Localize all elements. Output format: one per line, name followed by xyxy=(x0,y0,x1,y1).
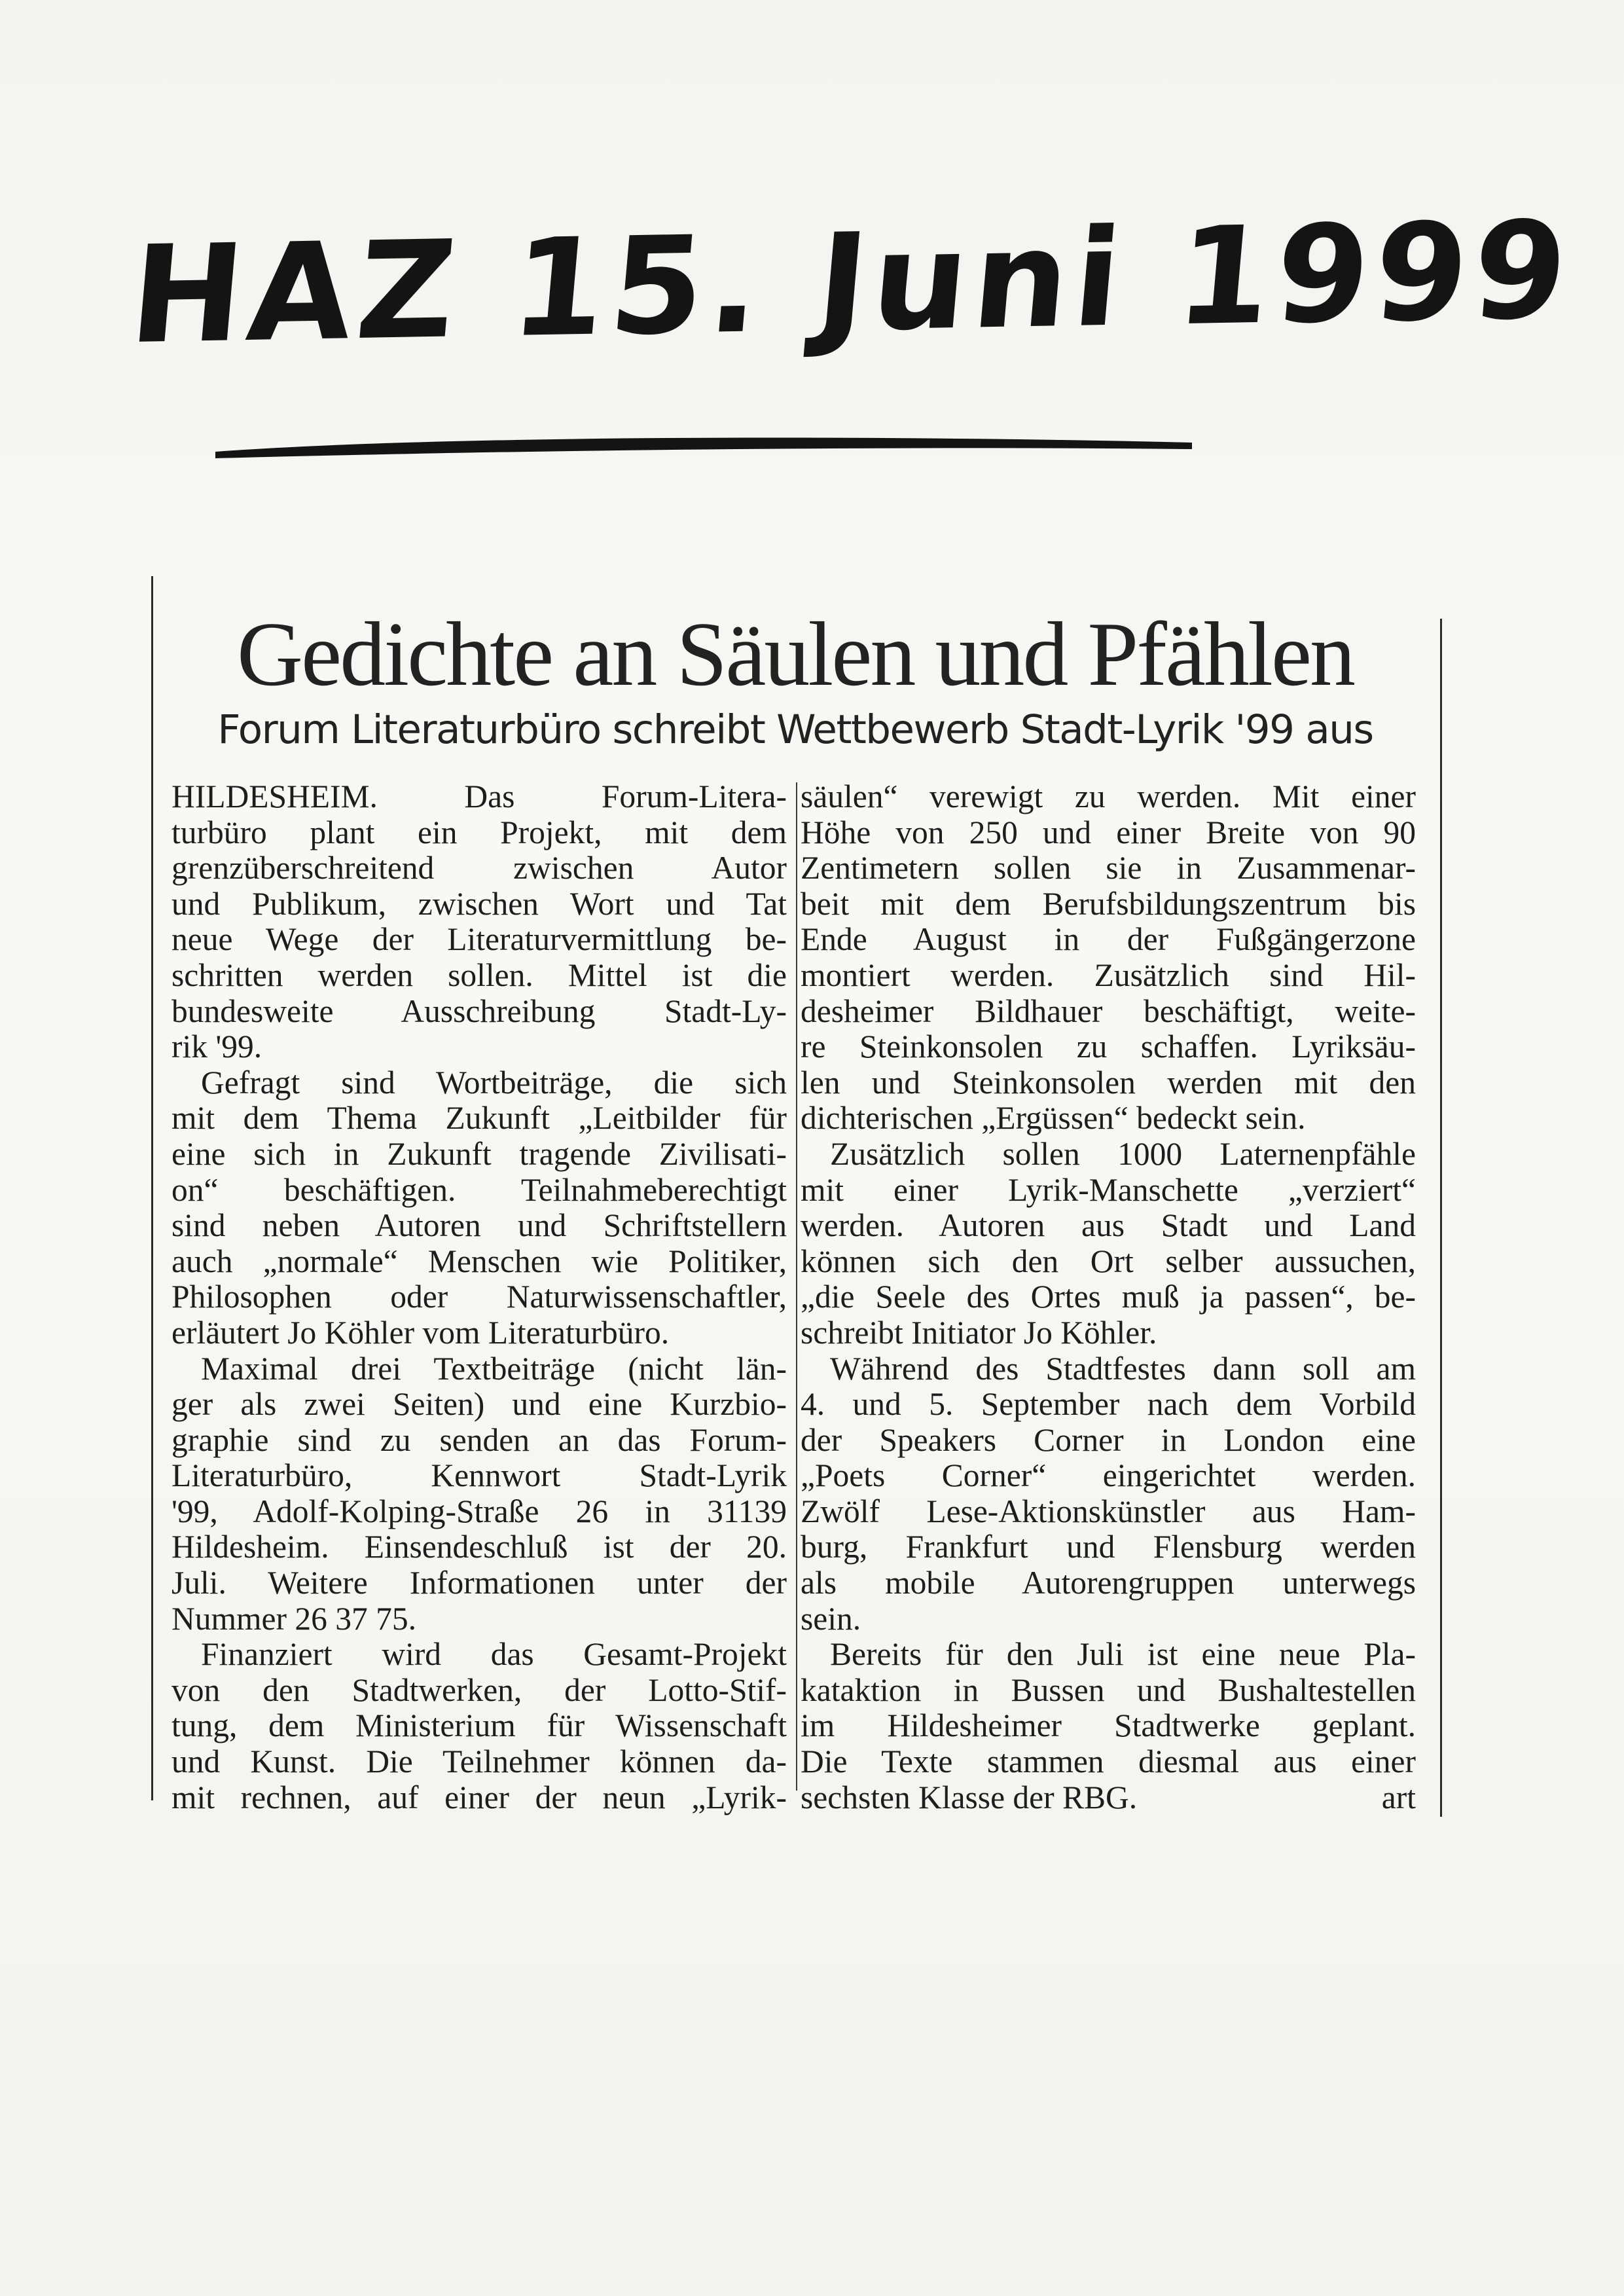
article-column-left xyxy=(171,779,787,1815)
text-line: Zwölf Lese-Aktionskünstler aus Ham- xyxy=(801,1493,1416,1529)
text-line: Maximal drei Textbeiträge (nicht län- xyxy=(201,1350,787,1387)
text-line: 4. und 5. September nach dem Vorbild xyxy=(801,1386,1416,1423)
text-line: len und Steinkonsolen werden mit den xyxy=(801,1064,1416,1101)
text-line: Hildesheim. Einsendeschluß ist der 20. xyxy=(171,1529,787,1565)
text-line: sein. xyxy=(801,1600,861,1637)
text-line: und Kunst. Die Teilnehmer können da- xyxy=(171,1743,787,1780)
text-line: neue Wege der Literaturvermittlung be- xyxy=(171,921,787,958)
text-line: Finanziert wird das Gesamt-Projekt xyxy=(201,1636,787,1673)
text-line: mit einer Lyrik-Manschette „verziert“ xyxy=(801,1171,1416,1208)
text-line: von den Stadtwerken, der Lotto-Stif- xyxy=(171,1671,787,1708)
text-line: als mobile Autorengruppen unterwegs xyxy=(801,1565,1416,1601)
text-line: „die Seele des Ortes muß ja passen“, be- xyxy=(801,1279,1416,1315)
text-line: der Speakers Corner in London eine xyxy=(801,1421,1416,1458)
text-line: werden. Autoren aus Stadt und Land xyxy=(801,1207,1416,1244)
text-line: Höhe von 250 und einer Breite von 90 xyxy=(801,814,1416,850)
author-tag: art xyxy=(1381,1779,1416,1815)
article-column-right xyxy=(801,779,1416,1815)
text-line: Ende August in der Fußgängerzone xyxy=(801,921,1416,958)
final-sentence: sechsten Klasse der RBG. xyxy=(801,1779,1138,1815)
text-line: schritten werden sollen. Mittel ist die xyxy=(171,957,787,993)
text-line: und Publikum, zwischen Wort und Tat xyxy=(171,885,787,922)
article-subheadline: Forum Literaturbüro schreibt Wettbewerb Stadt-Lyrik '99 aus xyxy=(217,706,1373,753)
text-line: Philosophen oder Naturwissenschaftler, xyxy=(171,1279,787,1315)
text-line: kataktion in Bussen und Bushaltestellen xyxy=(801,1671,1416,1708)
column-divider xyxy=(796,782,797,1791)
text-line: auch „normale“ Menschen wie Politiker, xyxy=(171,1243,787,1279)
handwritten-underline xyxy=(213,432,1195,461)
text-line: mit dem Thema Zukunft „Leitbilder für xyxy=(171,1100,787,1137)
text-line: „Poets Corner“ eingerichtet werden. xyxy=(801,1457,1416,1494)
text-line: Juli. Weitere Informationen unter der xyxy=(171,1565,787,1601)
closing-line xyxy=(801,1780,1416,1816)
text-line: säulen“ verewigt zu werden. Mit einer xyxy=(801,778,1416,814)
text-line: eine sich in Zukunft tragende Zivilisati- xyxy=(171,1135,787,1172)
text-line: rik '99. xyxy=(171,1029,262,1065)
text-line: re Steinkonsolen zu schaffen. Lyriksäu- xyxy=(801,1029,1416,1065)
text-line: sind neben Autoren und Schriftstellern xyxy=(171,1207,787,1244)
text-line: Nummer 26 37 75. xyxy=(171,1600,416,1637)
text-line: tung, dem Ministerium für Wissenschaft xyxy=(171,1707,787,1744)
article-border-right xyxy=(1440,619,1442,1817)
text-line: im Hildesheimer Stadtwerke geplant. xyxy=(801,1707,1416,1744)
text-line: turbüro plant ein Projekt, mit dem xyxy=(171,814,787,850)
text-line: bundesweite Ausschreibung Stadt-Ly- xyxy=(171,993,787,1029)
text-line: Literaturbüro, Kennwort Stadt-Lyrik xyxy=(171,1457,787,1494)
text-line: dichterischen „Ergüssen“ bedeckt sein. xyxy=(801,1100,1306,1137)
handwritten-date-note: HAZ 15. Juni 1999 xyxy=(124,192,1579,374)
text-line: Zusätzlich sollen 1000 Laternenpfähle xyxy=(830,1135,1416,1172)
text-line: schreibt Initiator Jo Köhler. xyxy=(801,1314,1157,1351)
text-line: Bereits für den Juli ist eine neue Pla- xyxy=(830,1636,1416,1673)
text-line: Gefragt sind Wortbeiträge, die sich xyxy=(201,1064,787,1101)
text-line: mit rechnen, auf einer der neun „Lyrik- xyxy=(171,1779,787,1815)
text-line: graphie sind zu senden an das Forum- xyxy=(171,1421,787,1458)
article-headline: Gedichte an Säulen und Pfählen xyxy=(236,604,1354,705)
text-line: erläutert Jo Köhler vom Literaturbüro. xyxy=(171,1314,670,1351)
article-border-left xyxy=(151,576,153,1800)
text-line: HILDESHEIM. Das Forum-Litera- xyxy=(171,778,787,814)
text-line: desheimer Bildhauer beschäftigt, weite- xyxy=(801,993,1416,1029)
text-line: ger als zwei Seiten) und eine Kurzbio- xyxy=(171,1386,787,1423)
text-line: Die Texte stammen diesmal aus einer xyxy=(801,1743,1416,1780)
text-line: grenzüberschreitend zwischen Autor xyxy=(171,850,787,886)
text-line: Zentimetern sollen sie in Zusammenar- xyxy=(801,850,1416,886)
text-line: on“ beschäftigen. Teilnahmeberechtigt xyxy=(171,1171,787,1208)
text-line: '99, Adolf-Kolping-Straße 26 in 31139 xyxy=(171,1493,787,1529)
text-line: Während des Stadtfestes dann soll am xyxy=(830,1350,1416,1387)
text-line: beit mit dem Berufsbildungszentrum bis xyxy=(801,885,1416,922)
text-line: können sich den Ort selber aussuchen, xyxy=(801,1243,1416,1279)
text-line: burg, Frankfurt und Flensburg werden xyxy=(801,1529,1416,1565)
text-line: montiert werden. Zusätzlich sind Hil- xyxy=(801,957,1416,993)
